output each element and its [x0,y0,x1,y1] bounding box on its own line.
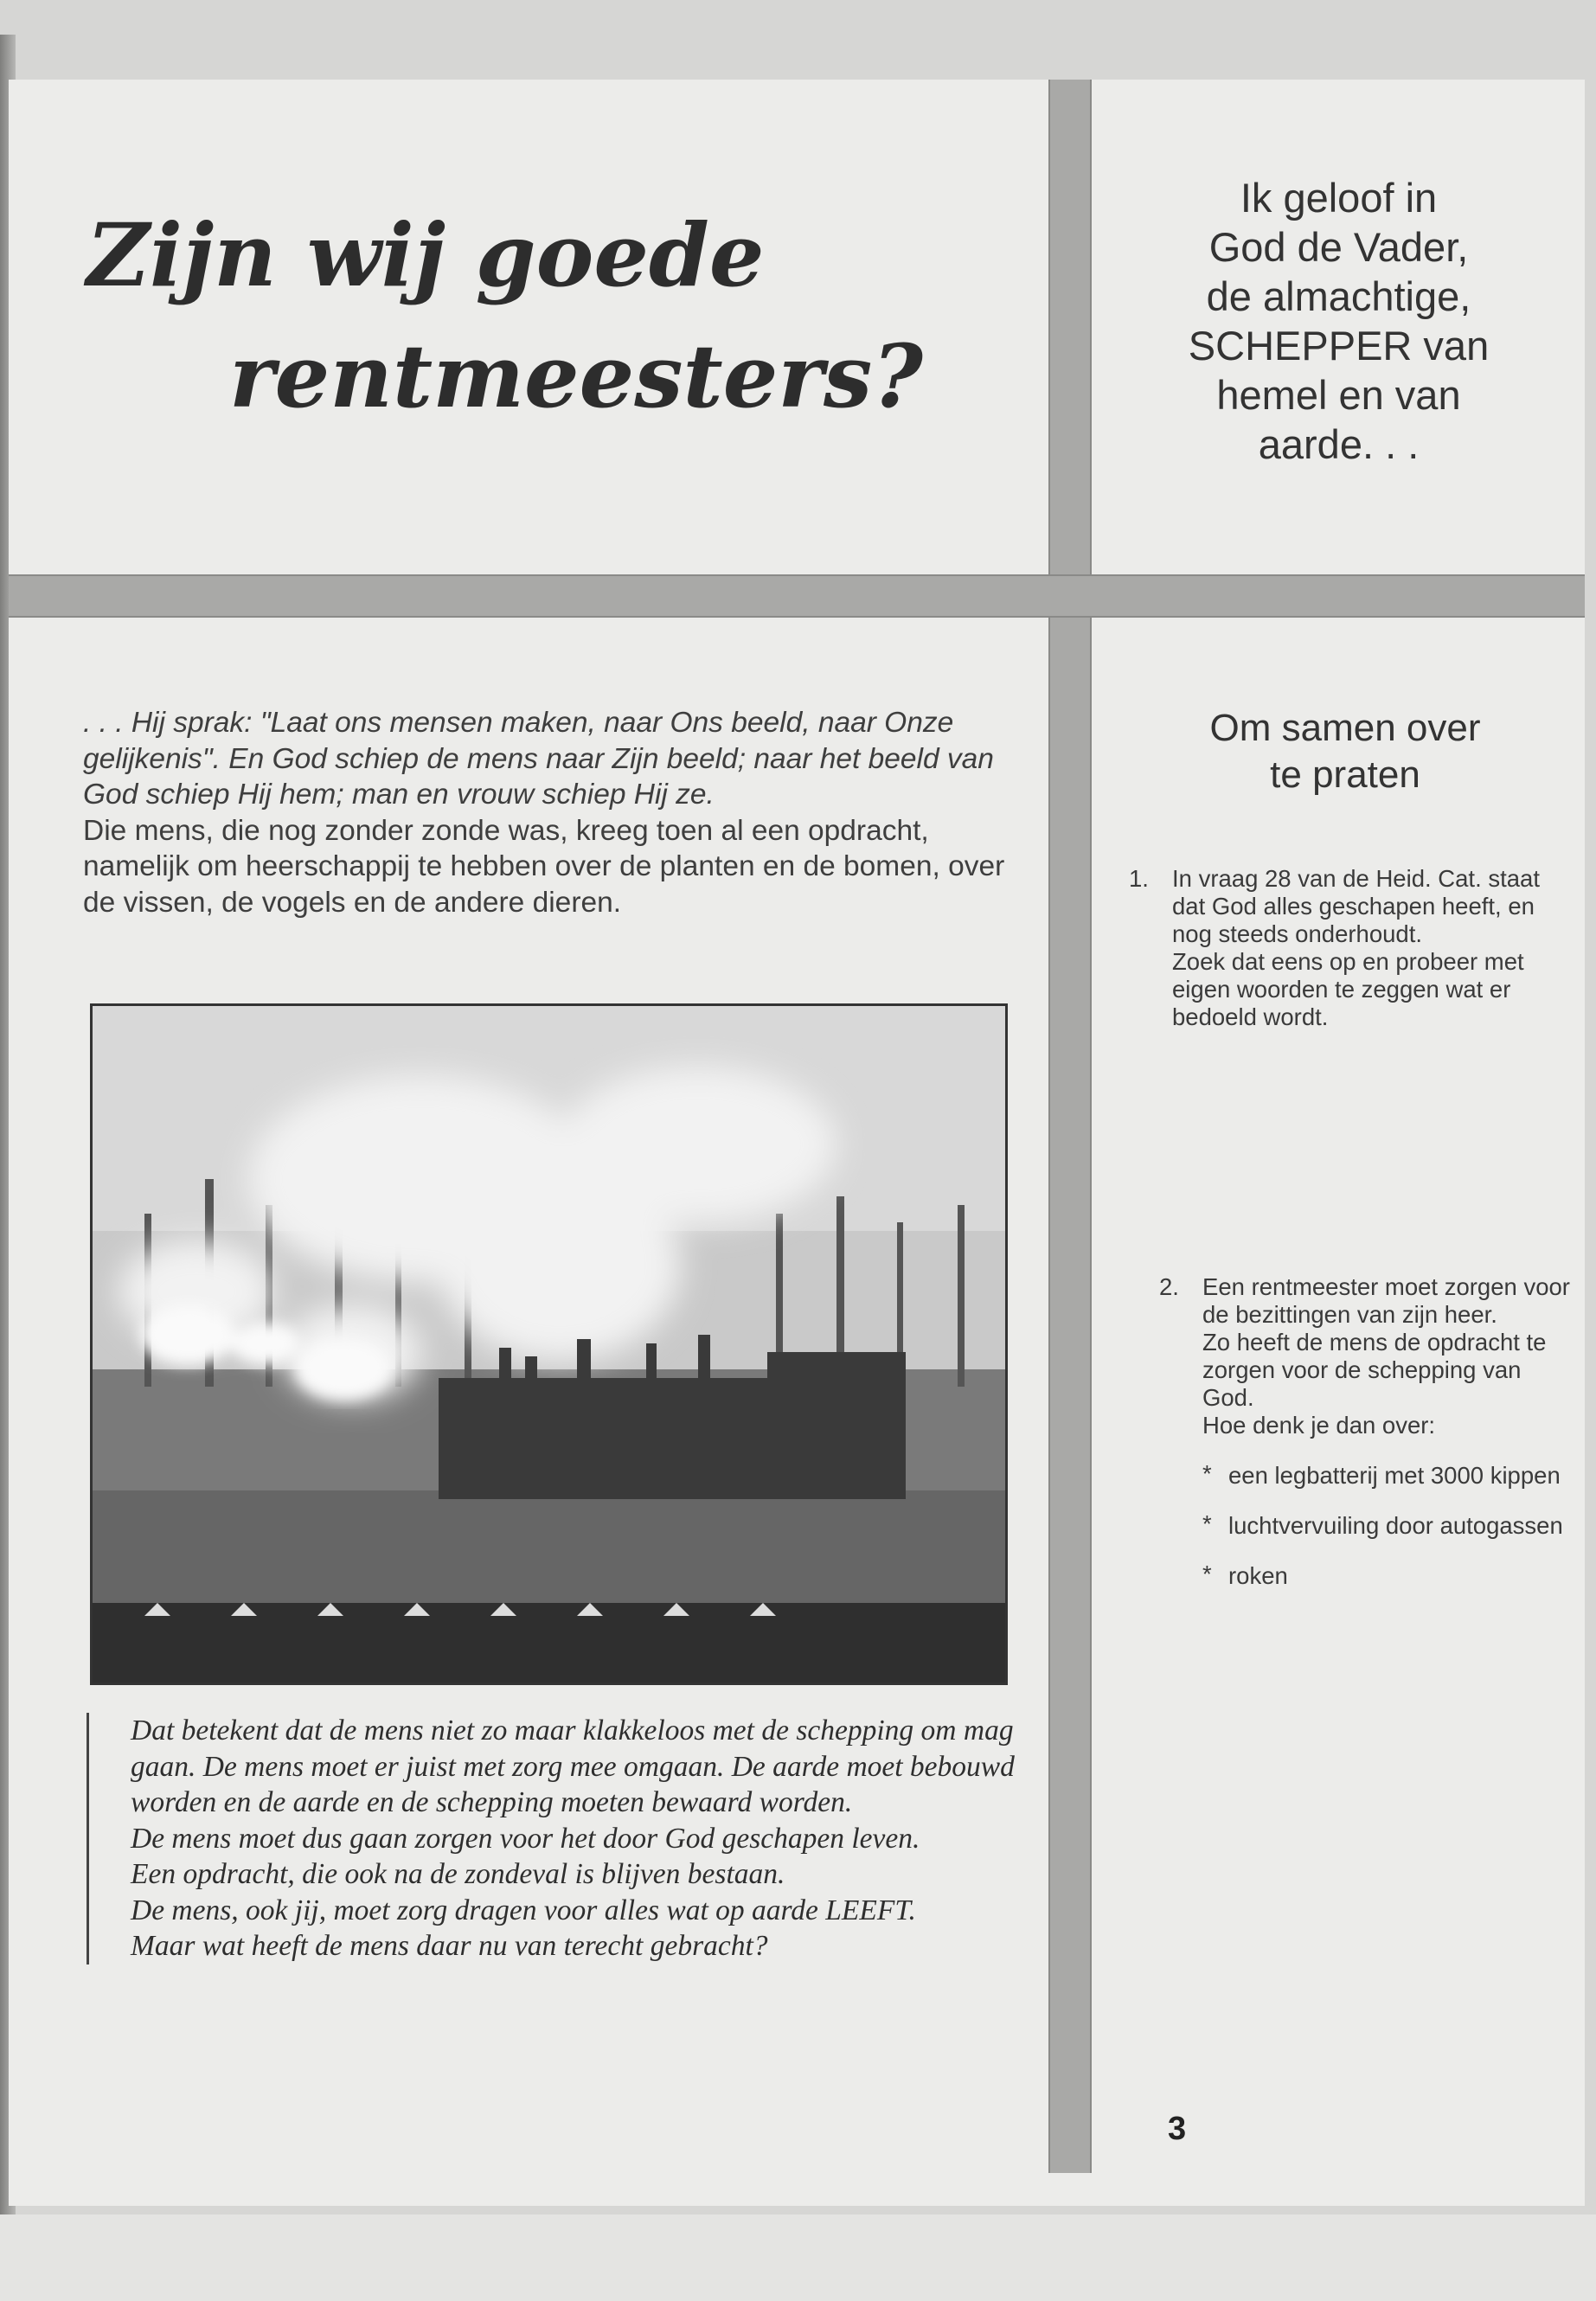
bullet-item [1202,1562,1574,1590]
vertical-divider-bar [1048,80,1092,2173]
page-bottom [0,2214,1596,2301]
bullet-star: * [1202,1460,1212,1487]
creed-line: God de Vader, [1208,224,1469,270]
bullet-star: * [1202,1510,1212,1537]
bullet-item [1202,1512,1574,1540]
creed-line: Ik geloof in [1240,175,1438,221]
bullet-star: * [1202,1561,1212,1587]
question-number: 2. [1159,1273,1179,1300]
question-text: Zoek dat eens op en probeer met eigen woorden te zeggen wat er bedoeld wordt. [1172,948,1524,1030]
horizontal-divider-bar [9,574,1585,618]
commentary-paragraph: De mens, ook jij, moet zorg dragen voor alles wat op aarde LEEFT. [131,1894,916,1926]
question-number: 1. [1129,865,1149,892]
commentary-paragraph: Maar wat heeft de mens daar nu van terecht gebracht? [131,1930,768,1962]
commentary-paragraph: Dat betekent dat de mens niet zo maar klakkeloos met de schepping om mag gaan. De mens moet er juist met zorg mee omgaan. De aarde moet bebouwd worden en de aarde en de schepping moeten bewaard worden. [131,1715,1015,1818]
title-line-1: Zijn wij goede [87,204,765,306]
question-text: Hoe denk je dan over: [1202,1412,1436,1439]
question-1 [1129,865,1574,1031]
creed-line: hemel en van [1216,372,1461,418]
creed-line: de almachtige, [1206,273,1471,319]
page-title [87,195,1021,437]
discussion-heading-line-1: Om samen over [1209,707,1481,749]
bible-quote-paragraph: . . . Hij sprak: "Laat ons mensen maken, naar Ons beeld, naar Onze gelijkenis". En God schiep de mens naar Zijn beeld; naar het beeld van God schiep Hij hem; man en vrouw schiep Hij ze. [83,707,994,811]
question-2 [1159,1273,1574,1590]
intro-paragraph: Die mens, die nog zonder zonde was, kreeg toen al een opdracht, namelijk om heerschappij te hebben over de planten en de bomen, over de vissen, de vogels en de andere dieren. [83,814,1005,919]
bullet-text: een legbatterij met 3000 kippen [1228,1462,1561,1489]
bullet-item [1202,1462,1574,1490]
title-line-2: rentmeesters? [229,325,923,427]
bullet-text: roken [1228,1562,1288,1589]
commentary-block [87,1713,1048,1965]
creed-line: aarde. . . [1258,421,1420,467]
creed-text [1103,173,1574,469]
page-number: 3 [1168,2111,1187,2147]
commentary-paragraph: De mens moet dus gaan zorgen voor het door God geschapen leven. [131,1822,920,1855]
question-text: Zo heeft de mens de opdracht te zorgen voor de schepping van God. [1202,1329,1547,1411]
commentary-paragraph: Een opdracht, die ook na de zondeval is blijven bestaan. [131,1858,785,1890]
bullet-text: luchtvervuiling door autogassen [1228,1512,1563,1539]
discussion-heading-line-2: te praten [1270,753,1420,796]
creed-line: SCHEPPER van [1188,323,1490,369]
industrial-smog-photo [90,1003,1008,1685]
question-text: Een rentmeester moet zorgen voor de bezittingen van zijn heer. [1202,1273,1570,1328]
intro-text [83,705,1009,920]
question-text: In vraag 28 van de Heid. Cat. staat dat God alles geschapen heeft, en nog steeds onderhoudt. [1172,865,1540,947]
discussion-heading [1116,705,1574,798]
smokestacks-illustration [93,1006,1005,1682]
